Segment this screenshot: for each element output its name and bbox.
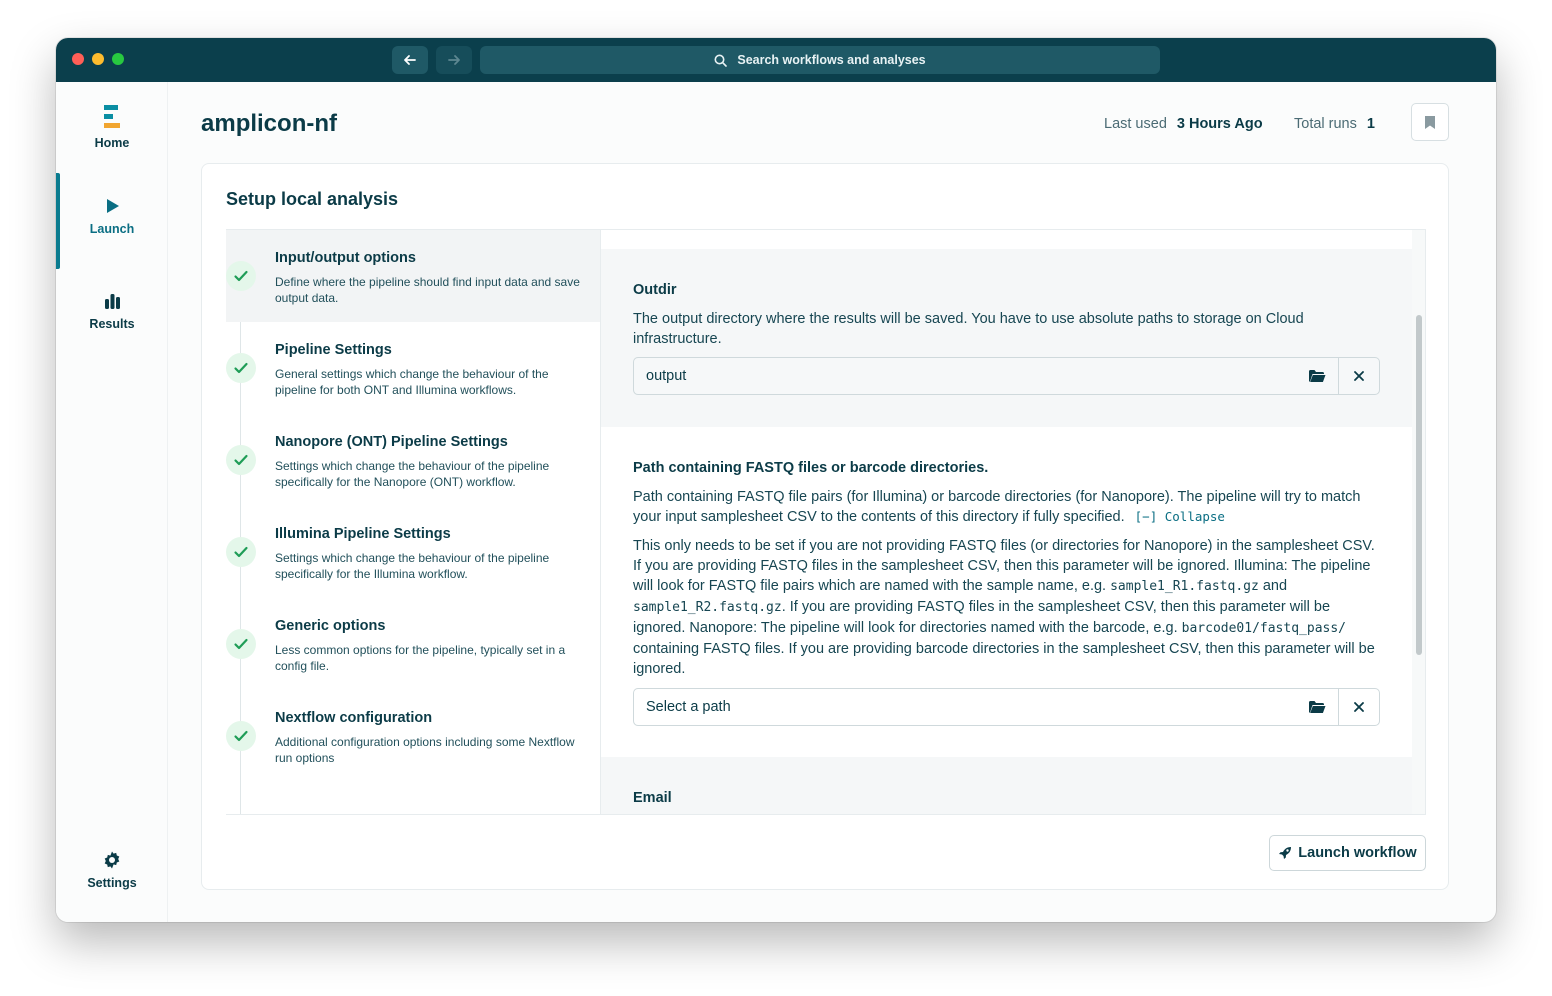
outdir-help: The output directory where the results will be saved. You have to use absolute paths to storage on Cloud infrastructure.	[633, 311, 1304, 347]
step-title: Pipeline Settings	[275, 342, 392, 358]
step-pipeline-settings[interactable]	[226, 322, 600, 414]
step-generic-options[interactable]	[226, 598, 600, 690]
steps-list	[226, 229, 600, 814]
sidebar-item-launch[interactable]	[56, 196, 168, 236]
check-icon	[226, 537, 256, 567]
step-nanopore-settings[interactable]	[226, 414, 600, 506]
search-bar[interactable]	[480, 46, 1160, 74]
clear-button[interactable]	[1338, 358, 1379, 394]
code-snippet: barcode01/fastq_pass/	[1181, 621, 1347, 636]
total-runs	[1294, 116, 1375, 132]
app-window	[56, 38, 1496, 922]
step-description: Define where the pipeline should find input data and save output data.	[275, 275, 580, 305]
step-description: General settings which change the behaviour of the pipeline for both ONT and Illumina workflows.	[275, 367, 549, 397]
step-nextflow-config[interactable]	[226, 690, 600, 782]
sidebar-item-results[interactable]	[56, 291, 168, 331]
total-runs-value: 1	[1366, 116, 1375, 132]
arrow-left-icon	[403, 53, 417, 67]
scrollbar-thumb[interactable]	[1416, 315, 1422, 655]
step-title: Generic options	[275, 618, 386, 634]
step-description: Settings which change the behaviour of the pipeline specifically for the Nanopore (ONT) workflow.	[275, 459, 550, 489]
play-icon	[102, 196, 122, 216]
search-icon	[714, 54, 727, 67]
close-icon	[1354, 371, 1364, 381]
title-bar	[56, 38, 1496, 82]
fastq-path-input[interactable]	[633, 688, 1380, 726]
main-content	[168, 82, 1496, 922]
step-description: Settings which change the behaviour of the pipeline specifically for the Illumina workflow.	[275, 551, 550, 581]
rocket-icon	[1278, 846, 1292, 860]
page-title: amplicon-nf	[201, 110, 337, 137]
outdir-input[interactable]	[633, 357, 1380, 395]
step-description: Additional configuration options including some Nextflow run options	[275, 735, 575, 765]
code-snippet: sample1_R1.fastq.gz	[1110, 579, 1259, 594]
outdir-section	[601, 249, 1412, 427]
fastq-help-text: Path containing FASTQ file pairs (for Illumina) or barcode directories (for Nanopore). The pipeline will try to match your input samplesheet CSV to the contents of this directory if fully specified.	[633, 489, 1361, 525]
launch-workflow-label: Launch workflow	[1298, 845, 1417, 861]
step-input-output[interactable]	[226, 230, 600, 322]
outdir-value: output	[646, 368, 687, 384]
step-title: Input/output options	[275, 250, 416, 266]
email-section	[601, 757, 1412, 814]
fastq-section	[601, 427, 1412, 757]
bookmark-button[interactable]	[1411, 103, 1449, 141]
launch-workflow-button[interactable]	[1269, 835, 1426, 871]
fastq-detail	[633, 536, 1383, 679]
setup-card	[201, 163, 1449, 890]
logo-icon	[102, 104, 122, 130]
check-icon	[226, 629, 256, 659]
folder-open-icon[interactable]	[1297, 689, 1337, 725]
sidebar-item-label: Home	[94, 136, 130, 150]
minimize-window-button[interactable]	[92, 53, 104, 65]
fastq-label: Path containing FASTQ files or barcode directories.	[633, 460, 989, 476]
step-title: Nanopore (ONT) Pipeline Settings	[275, 434, 508, 450]
folder-open-icon[interactable]	[1297, 358, 1337, 394]
back-button[interactable]	[392, 46, 428, 74]
card-title: Setup local analysis	[226, 189, 399, 209]
step-illumina-settings[interactable]	[226, 506, 600, 598]
outdir-label: Outdir	[633, 282, 677, 298]
scrollbar[interactable]	[1412, 230, 1426, 814]
maximize-window-button[interactable]	[112, 53, 124, 65]
step-description: Less common options for the pipeline, typically set in a config file.	[275, 643, 566, 673]
check-icon	[226, 445, 256, 475]
code-snippet: sample1_R2.fastq.gz	[633, 600, 782, 615]
email-label: Email	[633, 790, 672, 806]
check-icon	[226, 721, 256, 751]
collapse-link[interactable]: [−] Collapse	[1134, 509, 1225, 524]
sidebar-item-label: Settings	[87, 876, 137, 890]
divider	[226, 814, 1426, 815]
sidebar-item-label: Launch	[89, 222, 135, 236]
check-icon	[226, 261, 256, 291]
gear-icon	[102, 850, 122, 870]
close-icon	[1354, 702, 1364, 712]
fastq-help	[633, 487, 1383, 527]
last-used-label: Last used	[1104, 116, 1167, 132]
clear-button[interactable]	[1338, 689, 1379, 725]
fastq-detail-text: and	[1258, 578, 1288, 594]
arrow-right-icon	[447, 53, 461, 67]
sidebar	[56, 82, 168, 922]
fastq-detail-text: . If you are providing FASTQ files in the samplesheet CSV, then this parameter will be ignored. Nanopore: The pipeline will look for directories named with the barcode, e.g.	[633, 599, 1331, 636]
close-window-button[interactable]	[72, 53, 84, 65]
bar-chart-icon	[102, 291, 122, 311]
fastq-path-placeholder: Select a path	[646, 699, 731, 715]
step-title: Nextflow configuration	[275, 710, 433, 726]
bookmark-icon	[1424, 115, 1436, 130]
forward-button[interactable]	[436, 46, 472, 74]
last-used	[1104, 116, 1263, 132]
sidebar-item-label: Results	[89, 317, 135, 331]
sidebar-item-settings[interactable]	[56, 850, 168, 890]
fastq-detail-text: containing FASTQ files. If you are providing barcode directories in the samplesheet CSV, then this parameter will be ignored.	[633, 641, 1375, 677]
search-placeholder: Search workflows and analyses	[737, 53, 926, 67]
form-panel	[600, 229, 1426, 814]
fastq-detail-text: This only needs to be set if you are not providing FASTQ files (or directories for Nanopore) in the samplesheet CSV. If you are providing FASTQ files in the samplesheet CSV, then this parameter will be ignored. Illumina: The pipeline will look for FASTQ file pairs which are named with the sample name, e.g.	[633, 538, 1375, 594]
step-title: Illumina Pipeline Settings	[275, 526, 451, 542]
last-used-value: 3 Hours Ago	[1176, 116, 1263, 132]
sidebar-item-home[interactable]	[56, 104, 168, 150]
total-runs-label: Total runs	[1294, 116, 1357, 132]
check-icon	[226, 353, 256, 383]
